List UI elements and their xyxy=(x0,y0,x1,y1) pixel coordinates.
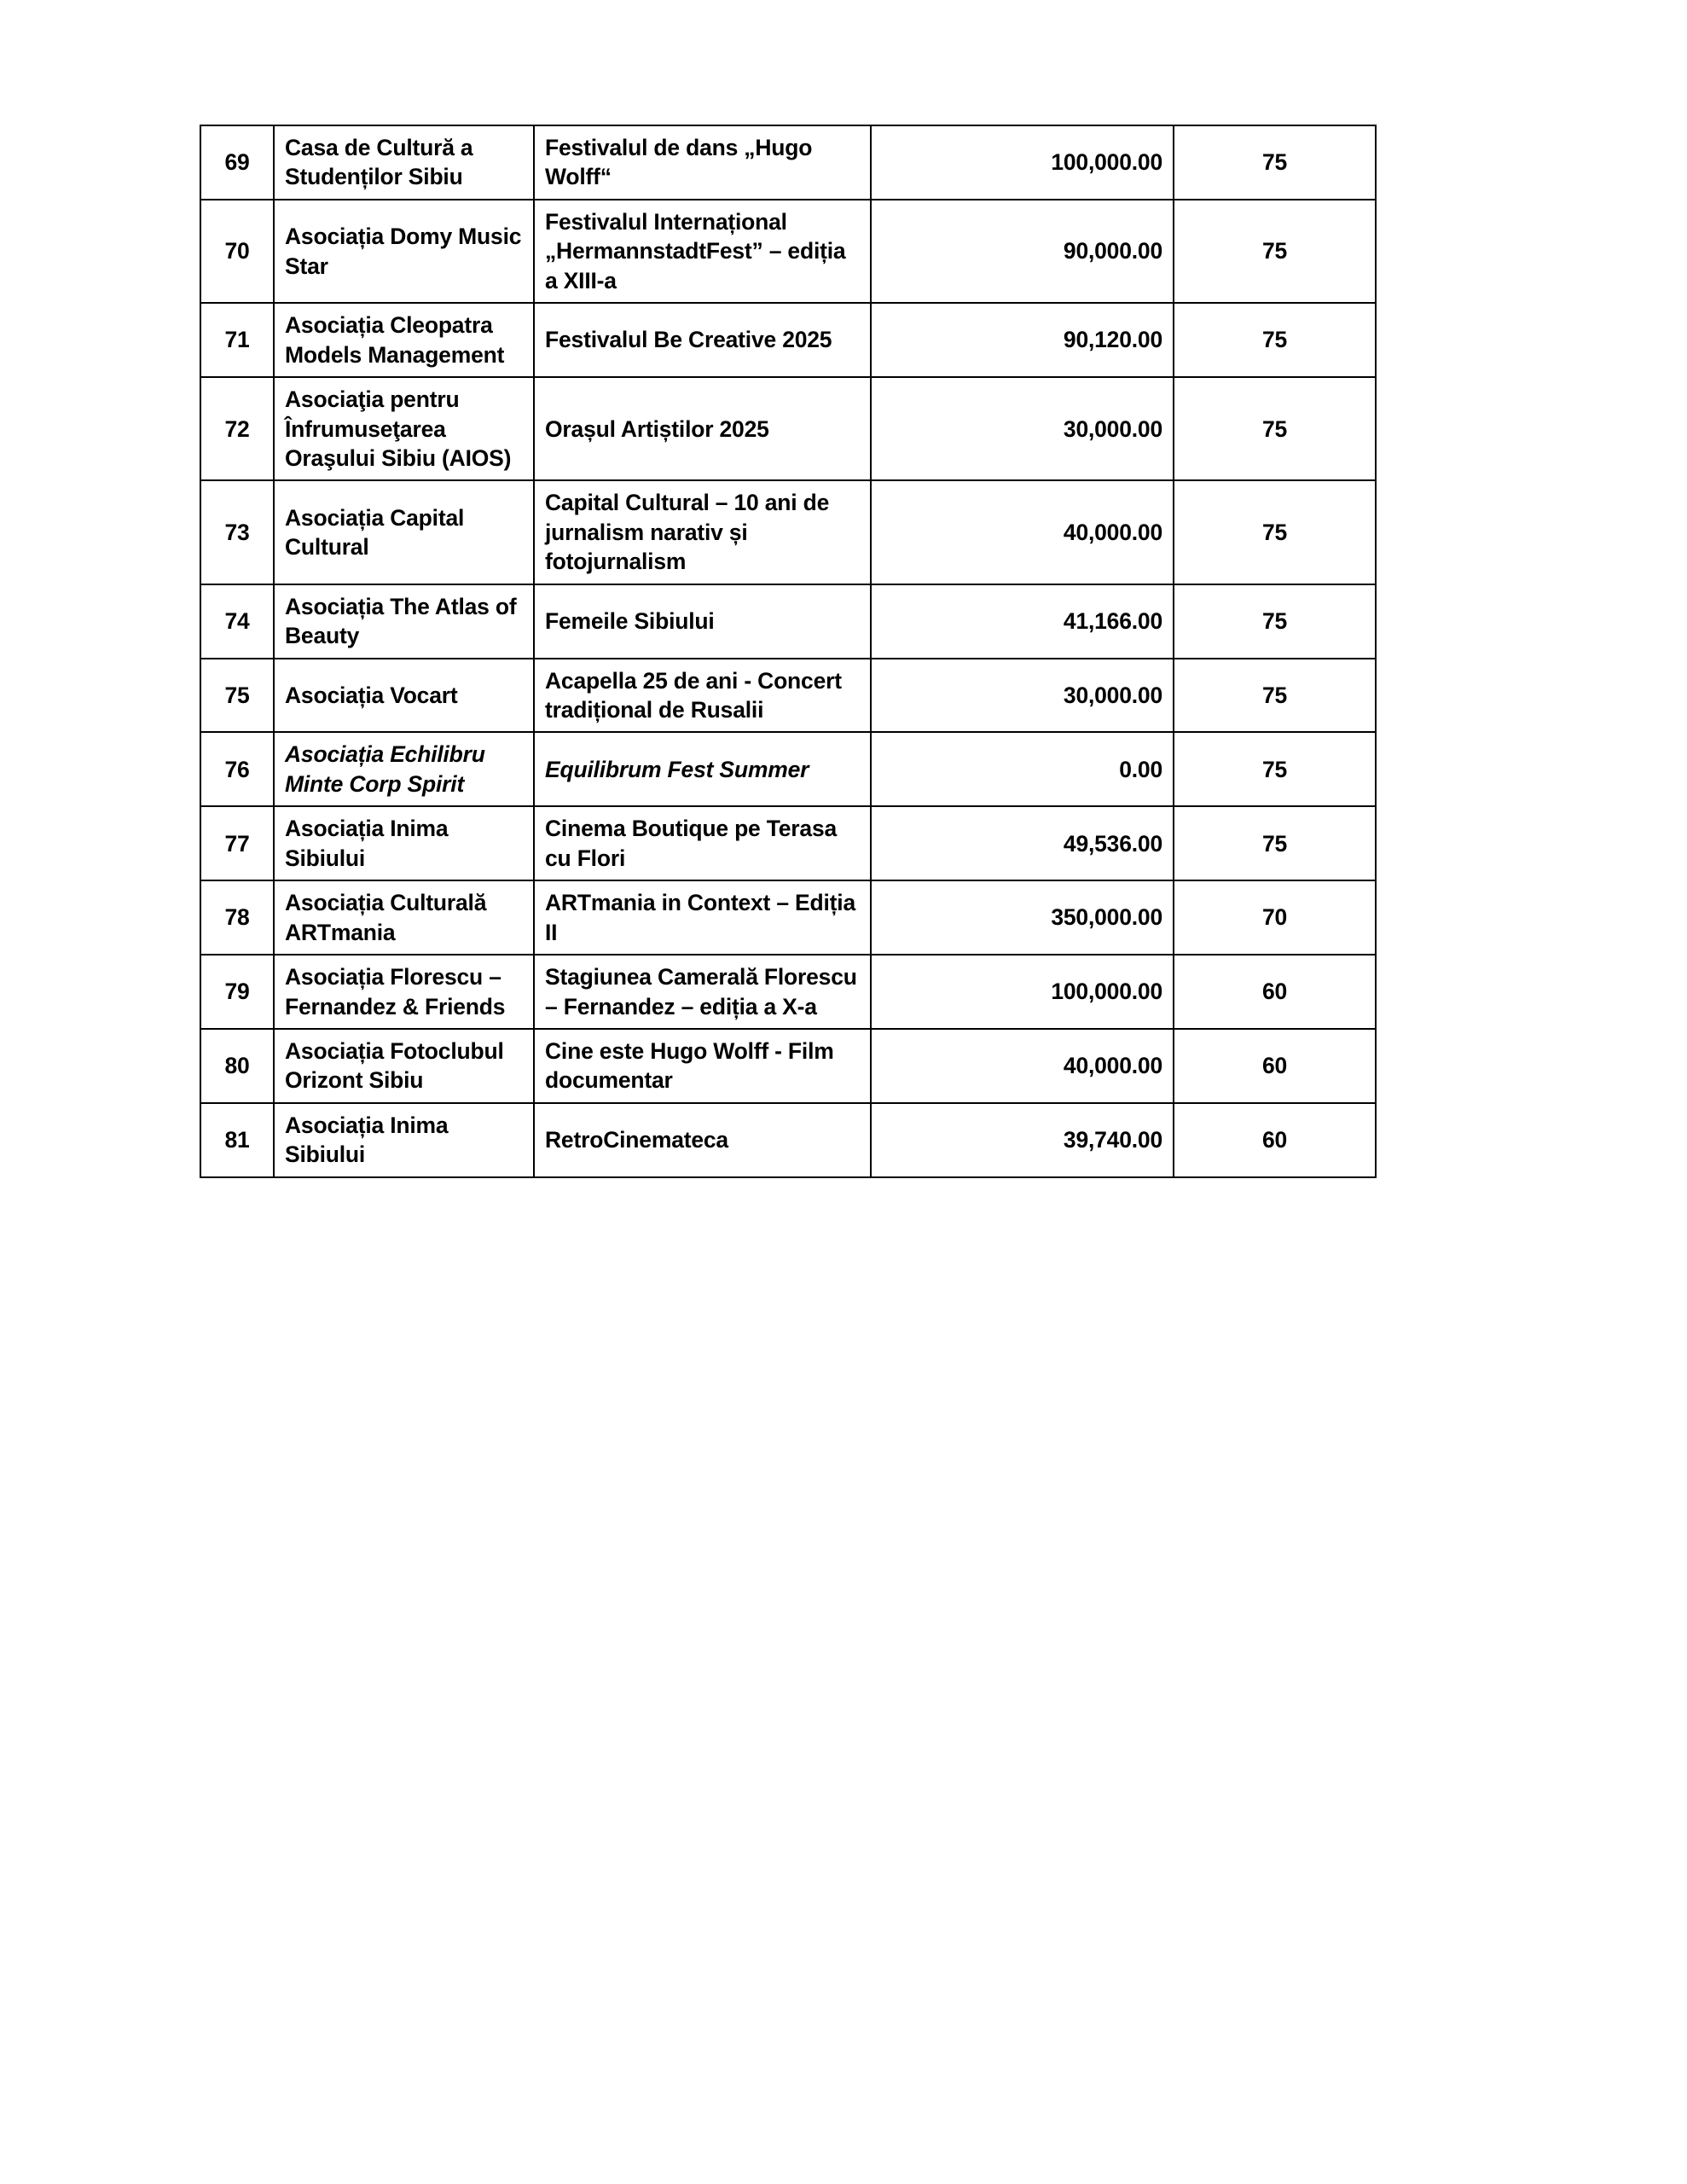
score-cell: 75 xyxy=(1174,659,1376,733)
row-number-cell: 74 xyxy=(200,584,274,659)
applicant-name-cell: Asociația Domy Music Star xyxy=(274,200,534,303)
project-title-cell: Stagiunea Camerală Florescu – Fernandez – ediția a X-a xyxy=(534,955,871,1029)
score-cell: 70 xyxy=(1174,880,1376,955)
table-row xyxy=(200,303,1376,377)
score-cell: 75 xyxy=(1174,732,1376,806)
row-number-cell: 72 xyxy=(200,377,274,480)
project-title-cell: Acapella 25 de ani - Concert tradițional de Rusalii xyxy=(534,659,871,733)
table-row xyxy=(200,480,1376,584)
score-cell: 75 xyxy=(1174,200,1376,303)
table-row xyxy=(200,732,1376,806)
amount-cell: 49,536.00 xyxy=(871,806,1174,880)
project-title-cell: Femeile Sibiului xyxy=(534,584,871,659)
amount-cell: 40,000.00 xyxy=(871,480,1174,584)
score-cell: 60 xyxy=(1174,955,1376,1029)
table-row xyxy=(200,806,1376,880)
project-title-cell: ARTmania in Context – Ediția II xyxy=(534,880,871,955)
score-cell: 75 xyxy=(1174,303,1376,377)
row-number-cell: 80 xyxy=(200,1029,274,1103)
applicant-name-cell: Asociația Cleopatra Models Management xyxy=(274,303,534,377)
row-number-cell: 77 xyxy=(200,806,274,880)
score-cell: 75 xyxy=(1174,480,1376,584)
score-cell: 75 xyxy=(1174,377,1376,480)
row-number-cell: 76 xyxy=(200,732,274,806)
applicant-name-cell: Asociația Vocart xyxy=(274,659,534,733)
applicant-name-cell: Asociația Inima Sibiului xyxy=(274,1103,534,1177)
table-row xyxy=(200,584,1376,659)
grant-table-container xyxy=(200,125,1375,1178)
row-number-cell: 73 xyxy=(200,480,274,584)
amount-cell: 350,000.00 xyxy=(871,880,1174,955)
row-number-cell: 78 xyxy=(200,880,274,955)
row-number-cell: 81 xyxy=(200,1103,274,1177)
amount-cell: 40,000.00 xyxy=(871,1029,1174,1103)
score-cell: 75 xyxy=(1174,125,1376,200)
table-body xyxy=(200,125,1376,1177)
amount-cell: 30,000.00 xyxy=(871,659,1174,733)
amount-cell: 100,000.00 xyxy=(871,125,1174,200)
table-row xyxy=(200,1103,1376,1177)
row-number-cell: 79 xyxy=(200,955,274,1029)
applicant-name-cell: Casa de Cultură a Studenților Sibiu xyxy=(274,125,534,200)
project-title-cell: RetroCinemateca xyxy=(534,1103,871,1177)
applicant-name-cell: Asociația Echilibru Minte Corp Spirit xyxy=(274,732,534,806)
applicant-name-cell: Asociația Florescu – Fernandez & Friends xyxy=(274,955,534,1029)
amount-cell: 39,740.00 xyxy=(871,1103,1174,1177)
table-row xyxy=(200,880,1376,955)
project-title-cell: Cine este Hugo Wolff - Film documentar xyxy=(534,1029,871,1103)
table-row xyxy=(200,955,1376,1029)
amount-cell: 90,000.00 xyxy=(871,200,1174,303)
row-number-cell: 71 xyxy=(200,303,274,377)
project-title-cell: Festivalul de dans „Hugo Wolff“ xyxy=(534,125,871,200)
applicant-name-cell: Asociația Culturală ARTmania xyxy=(274,880,534,955)
table-row xyxy=(200,125,1376,200)
score-cell: 60 xyxy=(1174,1029,1376,1103)
project-title-cell: Capital Cultural – 10 ani de jurnalism narativ și fotojurnalism xyxy=(534,480,871,584)
amount-cell: 41,166.00 xyxy=(871,584,1174,659)
project-title-cell: Festivalul Internațional „HermannstadtFest” – ediția a XIII-a xyxy=(534,200,871,303)
table-row xyxy=(200,200,1376,303)
applicant-name-cell: Asociaţia pentru Înfrumuseţarea Oraşului Sibiu (AIOS) xyxy=(274,377,534,480)
amount-cell: 30,000.00 xyxy=(871,377,1174,480)
applicant-name-cell: Asociația Capital Cultural xyxy=(274,480,534,584)
project-title-cell: Orașul Artiștilor 2025 xyxy=(534,377,871,480)
table-row xyxy=(200,659,1376,733)
project-title-cell: Festivalul Be Creative 2025 xyxy=(534,303,871,377)
row-number-cell: 70 xyxy=(200,200,274,303)
amount-cell: 0.00 xyxy=(871,732,1174,806)
table-row xyxy=(200,1029,1376,1103)
grant-allocation-table xyxy=(200,125,1377,1178)
score-cell: 75 xyxy=(1174,584,1376,659)
amount-cell: 100,000.00 xyxy=(871,955,1174,1029)
project-title-cell: Cinema Boutique pe Terasa cu Flori xyxy=(534,806,871,880)
row-number-cell: 75 xyxy=(200,659,274,733)
project-title-cell: Equilibrum Fest Summer xyxy=(534,732,871,806)
row-number-cell: 69 xyxy=(200,125,274,200)
score-cell: 75 xyxy=(1174,806,1376,880)
applicant-name-cell: Asociația Fotoclubul Orizont Sibiu xyxy=(274,1029,534,1103)
amount-cell: 90,120.00 xyxy=(871,303,1174,377)
applicant-name-cell: Asociația The Atlas of Beauty xyxy=(274,584,534,659)
table-row xyxy=(200,377,1376,480)
score-cell: 60 xyxy=(1174,1103,1376,1177)
applicant-name-cell: Asociația Inima Sibiului xyxy=(274,806,534,880)
